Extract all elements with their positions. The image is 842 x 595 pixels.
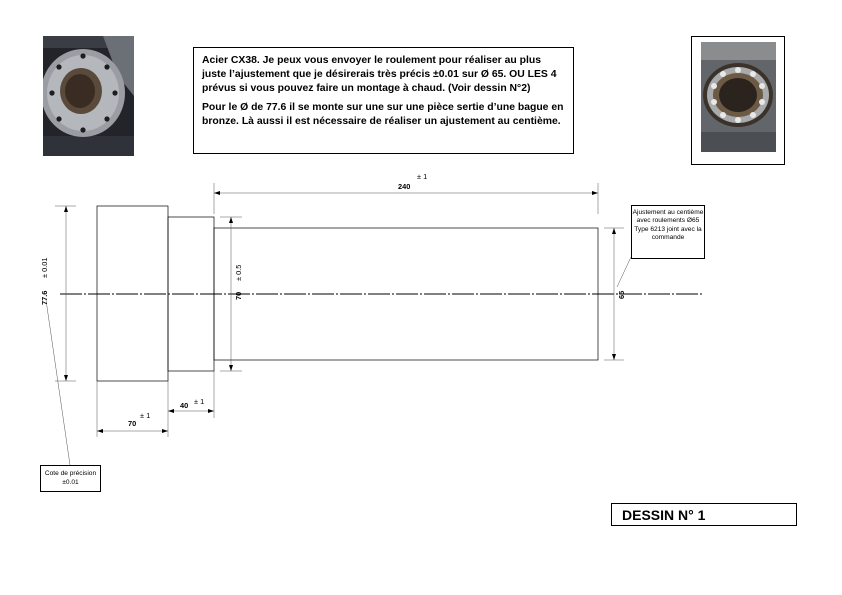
bearing-fit-note: Ajustement au centième avec roulements Ø65 Type 6213 joint avec la commande: [631, 205, 705, 259]
dim-77-6-tolerance: ± 0.01: [40, 257, 49, 278]
dim-77-6-value: 77.6: [40, 290, 49, 305]
precision-note: Cote de précision ±0.01: [40, 465, 101, 492]
leader-precision-note: [46, 300, 70, 465]
dim-70-value: 70: [128, 419, 137, 428]
dim-40-tolerance: ± 1: [194, 397, 205, 406]
dim-240-value: 240: [398, 182, 411, 191]
dim-diam-70-value: 70: [234, 291, 243, 300]
dim-240-tolerance: ± 1: [417, 172, 428, 181]
leader-bearing-note: [617, 257, 631, 287]
flange-section: [97, 206, 168, 381]
dim-65-value: 65: [617, 290, 626, 299]
dim-40-value: 40: [180, 401, 189, 410]
drawing-title: DESSIN N° 1: [611, 503, 797, 526]
spec-paragraph-steel: Acier CX38. Je peux vous envoyer le roulement pour réaliser au plus juste l’ajustement que je désirerais très précis ±0.01 sur Ø 65. OU LES 4 prévus si vous pouvez faire un montage à chaud. (Voir dessin N°2): [202, 55, 557, 94]
dim-diam-70-tolerance: ± 0.5: [234, 264, 243, 281]
spec-paragraph-bronze: Pour le Ø de 77.6 il se monte sur une sur une pièce sertie d’une bague en bronze. Là aussi il est nécessaire de réaliser un ajustement au centième.: [202, 102, 564, 127]
dim-70-tolerance: ± 1: [140, 411, 151, 420]
